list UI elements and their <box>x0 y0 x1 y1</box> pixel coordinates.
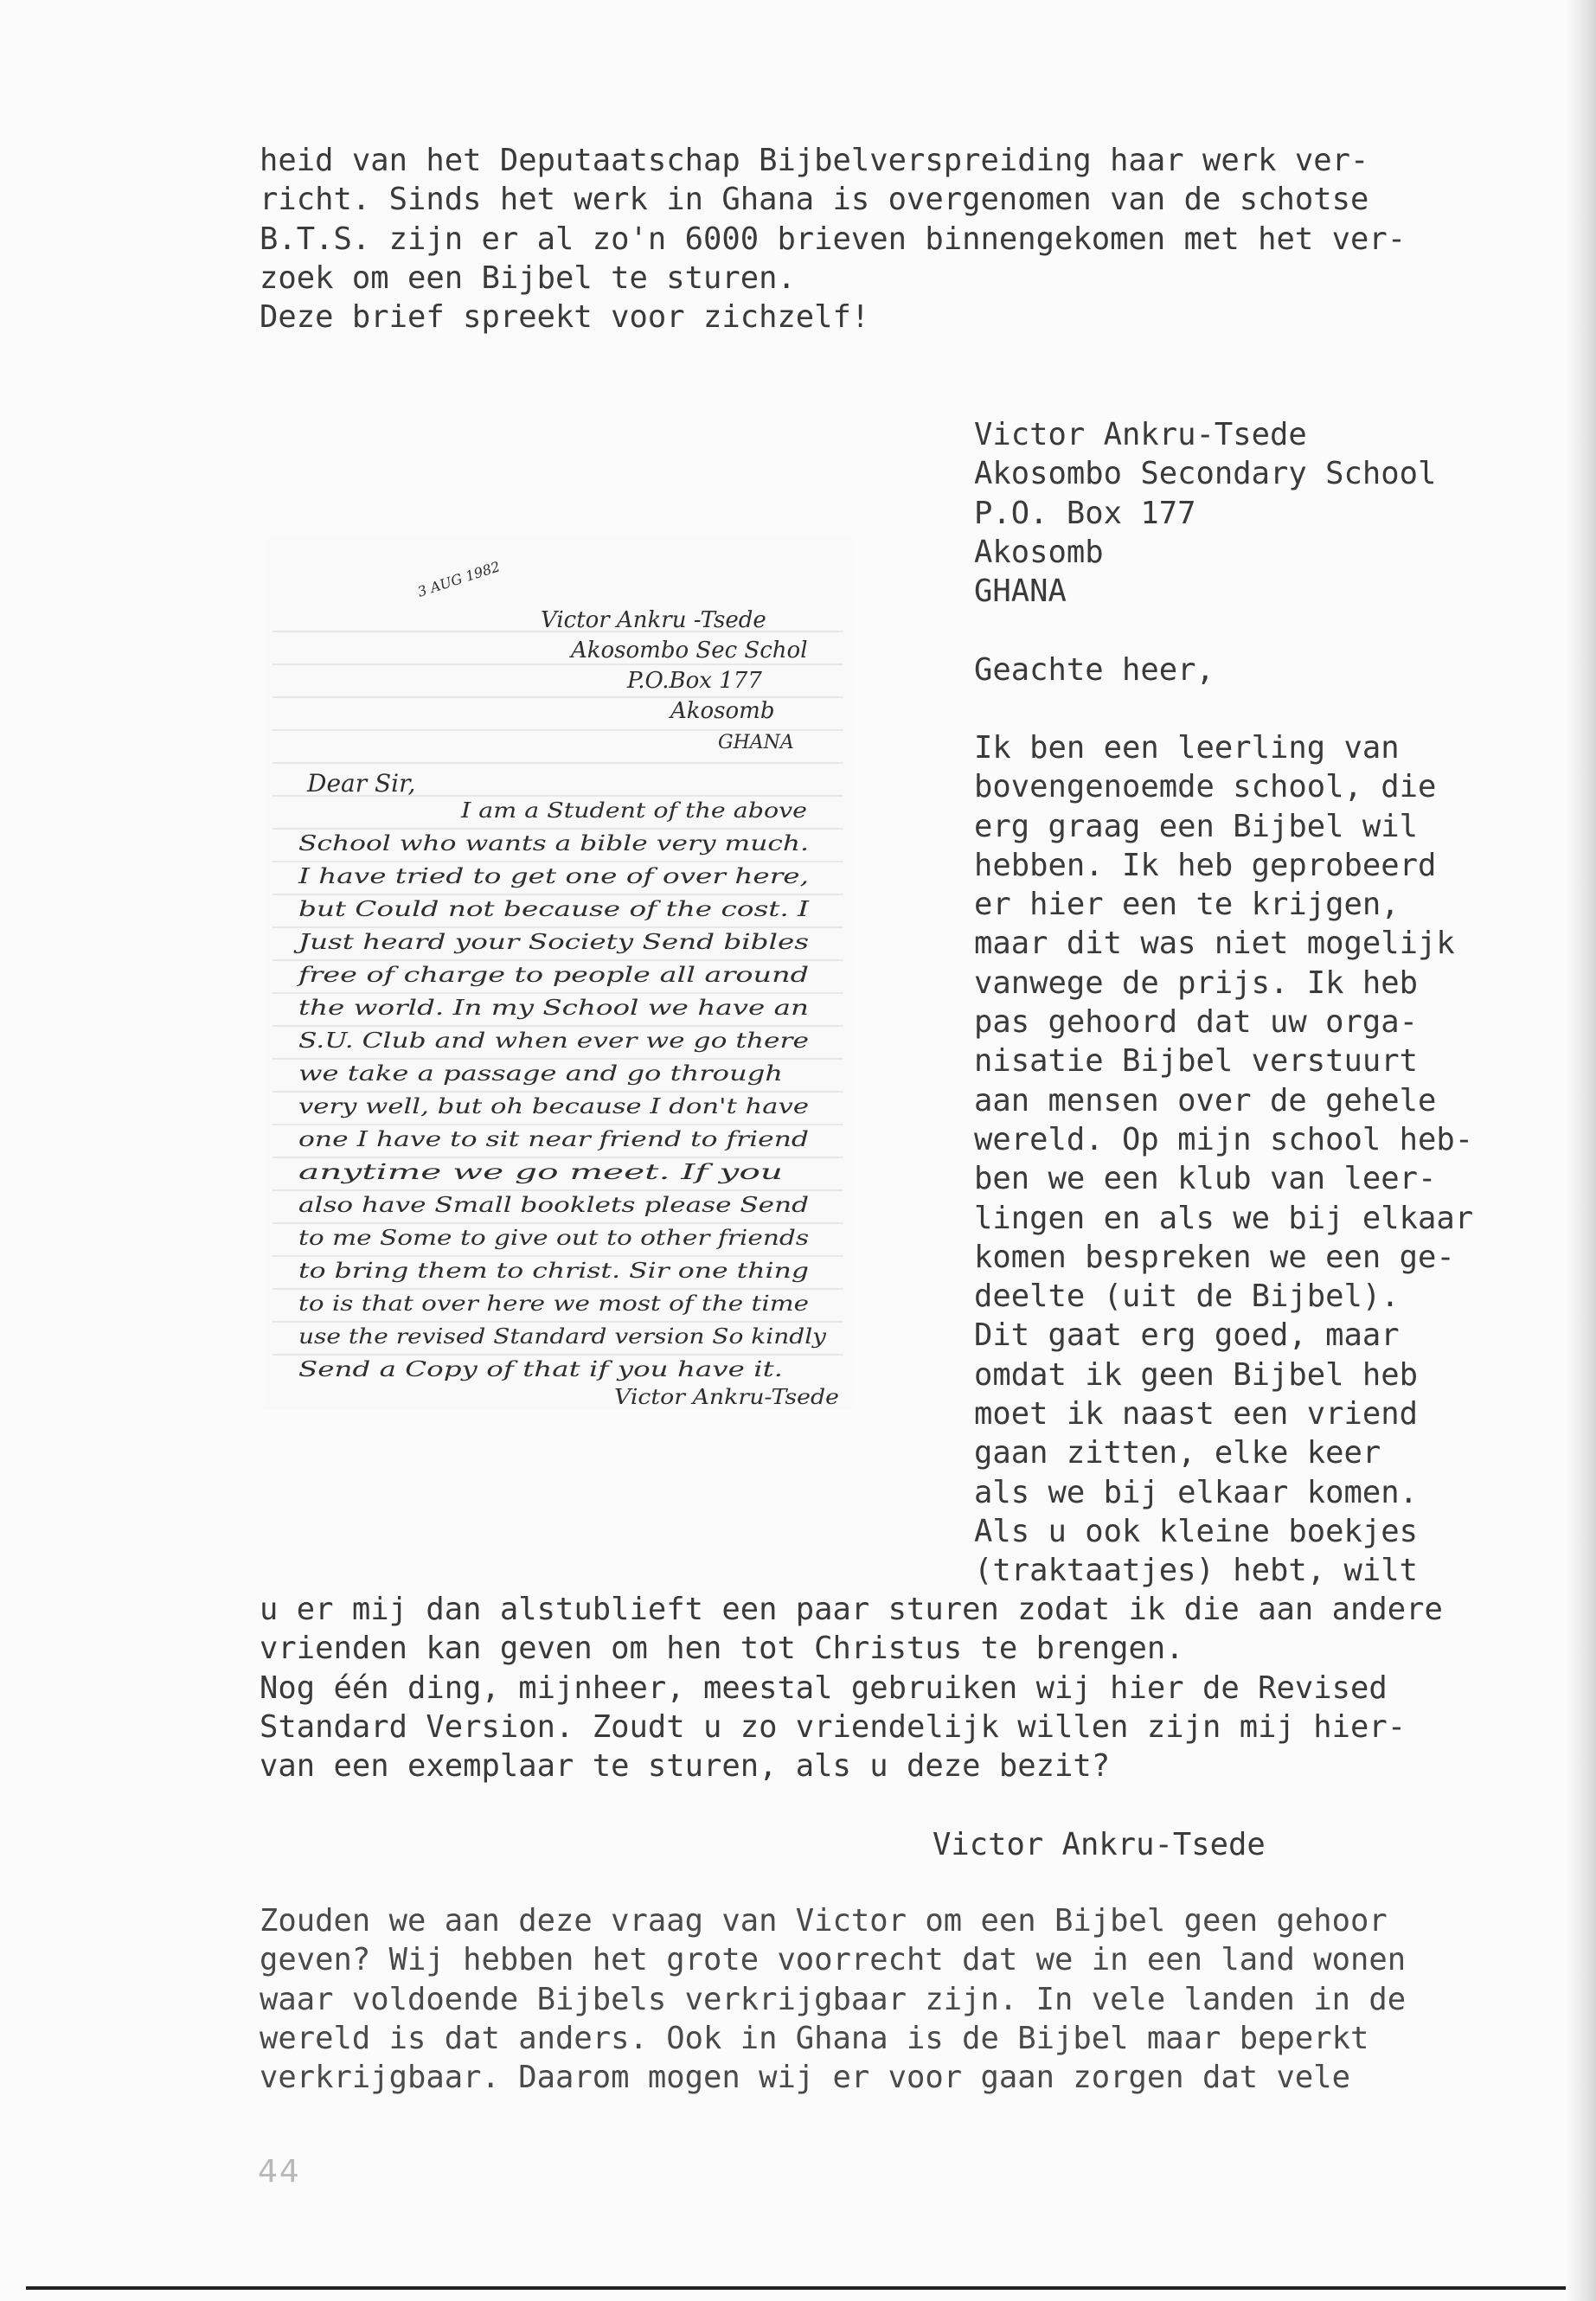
intro-paragraph: heid van het Deputaatschap Bijbelverspreiding haar werk ver- richt. Sinds het werk in Ghana is overgenomen van de schotse B.T.S. zijn er al zo'n 6000 brieven binnengekomen met het ver- zoek om een Bijbel te sturen. Deze brief spreekt voor zichzelf! <box>260 143 1407 336</box>
hw-line: free of charge to people all around <box>296 963 810 987</box>
date-stamp: 3 AUG 1982 <box>415 558 503 600</box>
sender-address: Victor Ankru-Tsede Akosombo Secondary School P.O. Box 177 Akosomb GHANA <box>974 417 1437 610</box>
page-edge-shadow <box>1564 0 1596 2301</box>
hw-line: Just heard your Society Send bibles <box>292 930 809 954</box>
hw-line: School who wants a bible very much. <box>298 831 809 856</box>
hw-line: Send a Copy of that if you have it. <box>298 1357 783 1381</box>
hw-line: I am a Student of the above <box>459 798 807 823</box>
hw-line: the world. In my School we have an <box>298 996 809 1020</box>
hw-line: also have Small booklets please Send <box>298 1193 809 1217</box>
translated-letter-body: Ik ben een leerling van bovengenoemde school, die erg graag een Bijbel wil hebben. Ik heb geprobeerd er hier een te krijgen, maar dit was niet mogelijk vanwege de prijs. Ik heb pas gehoord dat uw orga- nisatie Bijbel verstuurt aan mensen over de gehele wereld. Op mijn school heb- ben we een klub van leer- lingen en als we bij elkaar komen bespreken we een ge- deelte (uit de Bijbel). Dit gaat erg goed, maar omdat ik geen Bijbel heb moet ik naast een vriend gaan zitten, elke keer als we bij elkaar komen. Als u ook kleine boekjes (traktaatjes) hebt, wilt <box>974 730 1474 1589</box>
hw-line: to bring them to christ. Sir one thing <box>298 1259 809 1283</box>
hw-line: but Could not because of the cost. I <box>298 897 810 921</box>
hw-line: use the revised Standard version So kindly <box>298 1324 827 1349</box>
hw-line: to is that over here we most of the time <box>298 1292 809 1316</box>
signature: Victor Ankru-Tsede <box>933 1827 1266 1862</box>
greeting: Geachte heer, <box>974 652 1215 688</box>
hw-line: I have tried to get one of over here, <box>297 864 810 888</box>
hw-line: to me Some to give out to other friends <box>298 1226 809 1250</box>
hw-line: S.U. Club and when ever we go there <box>298 1029 809 1053</box>
page-bottom-rule <box>26 2286 1566 2290</box>
hw-line: anytime we go meet. If you <box>298 1160 783 1184</box>
hw-header-line: Akosombo Sec Schol <box>571 638 808 663</box>
hw-header-line: GHANA <box>718 732 794 753</box>
hw-line: one I have to sit near friend to friend <box>298 1127 809 1151</box>
hw-salutation: Dear Sir, <box>307 769 416 798</box>
handwritten-letter-image <box>264 536 852 1410</box>
hw-header-line: Akosomb <box>670 698 775 724</box>
translated-letter-body-continued: u er mij dan alstublieft een paar sturen zodat ik die aan andere vrienden kan geven om hen tot Christus te brengen. Nog één ding, mijnheer, meestal gebruiken wij hier de Revised Standard Version. Zoudt u zo vriendelijk willen zijn mij hier- van een exemplaar te sturen, als u deze bezit? <box>260 1592 1443 1785</box>
hw-line: very well, but oh because I don't have <box>298 1094 809 1118</box>
hw-signoff: Victor Ankru-Tsede <box>614 1385 839 1409</box>
hw-header-line: Victor Ankru -Tsede <box>541 607 766 633</box>
hw-header-line: P.O.Box 177 <box>627 668 762 694</box>
page-number: 44 <box>258 2154 301 2189</box>
hw-line: we take a passage and go through <box>298 1061 783 1086</box>
closing-paragraph: Zouden we aan deze vraag van Victor om een Bijbel geen gehoor geven? Wij hebben het grote voorrecht dat we in een land wonen waar voldoende Bijbels verkrijgbaar zijn. In vele landen in de wereld is dat anders. Ook in Ghana is de Bijbel maar beperkt verkrijgbaar. Daarom mogen wij er voor gaan zorgen dat vele <box>260 1903 1407 2096</box>
